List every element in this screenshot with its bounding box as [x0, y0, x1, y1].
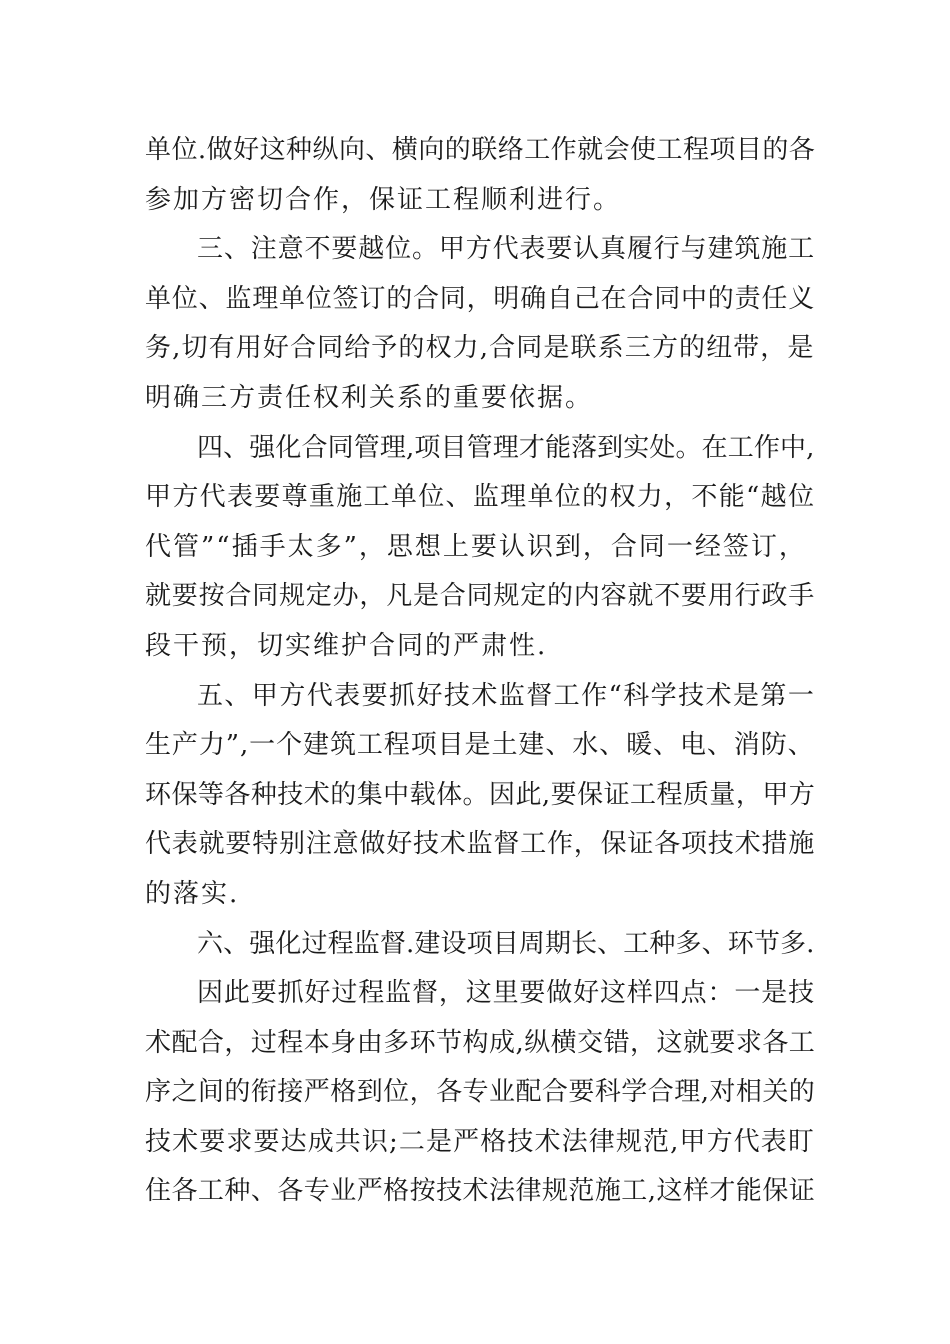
- text-line: 五、甲方代表要抓好技术监督工作“科学技术是第一: [197, 680, 816, 711]
- text-line: 单位.做好这种纵向、横向的联络工作就会使工程项目的各: [145, 135, 816, 165]
- text-line: 生产力”,一个建筑工程项目是土建、水、暖、电、消防、: [145, 730, 815, 761]
- text-line: 单位、监理单位签订的合同，明确自己在合同中的责任义: [145, 283, 816, 314]
- text-line: 的落实.: [145, 878, 240, 909]
- text-line: 段干预，切实维护合同的严肃性.: [145, 630, 548, 661]
- text-line: 术配合，过程本身由多环节构成,纵横交错，这就要求各工: [145, 1027, 816, 1058]
- text-line: 甲方代表要尊重施工单位、监理单位的权力，不能“越位: [145, 482, 816, 513]
- text-line: 六、强化过程监督.建设项目周期长、工种多、环节多.: [197, 928, 815, 959]
- text-line: 技术要求要达成共识;二是严格技术法律规范,甲方代表盯: [145, 1126, 816, 1157]
- text-line: 代表就要特别注意做好技术监督工作，保证各项技术措施: [145, 829, 816, 860]
- text-line: 就要按合同规定办，凡是合同规定的内容就不要用行政手: [145, 581, 816, 612]
- text-line: 序之间的衔接严格到位，各专业配合要科学合理,对相关的: [145, 1077, 816, 1108]
- text-line: 明确三方责任权利关系的重要依据。: [145, 382, 594, 413]
- text-line: 代管”“插手太多”，思想上要认识到，合同一经签订，: [145, 531, 807, 562]
- text-line: 三、注意不要越位。甲方代表要认真履行与建筑施工: [197, 234, 816, 265]
- text-line: 因此要抓好过程监督，这里要做好这样四点：一是技: [197, 978, 816, 1009]
- text-line: 住各工种、各专业严格按技术法律规范施工,这样才能保证: [145, 1176, 816, 1207]
- document-body: [145, 126, 815, 1217]
- text-line: 参加方密切合作，保证工程顺利进行。: [145, 184, 622, 215]
- text-line: 务,切有用好合同给予的权力,合同是联系三方的纽带，是: [145, 333, 815, 364]
- text-line: 环保等各种技术的集中载体。因此,要保证工程质量，甲方: [145, 779, 816, 810]
- text-line: 四、强化合同管理,项目管理才能落到实处。在工作中,: [197, 432, 815, 463]
